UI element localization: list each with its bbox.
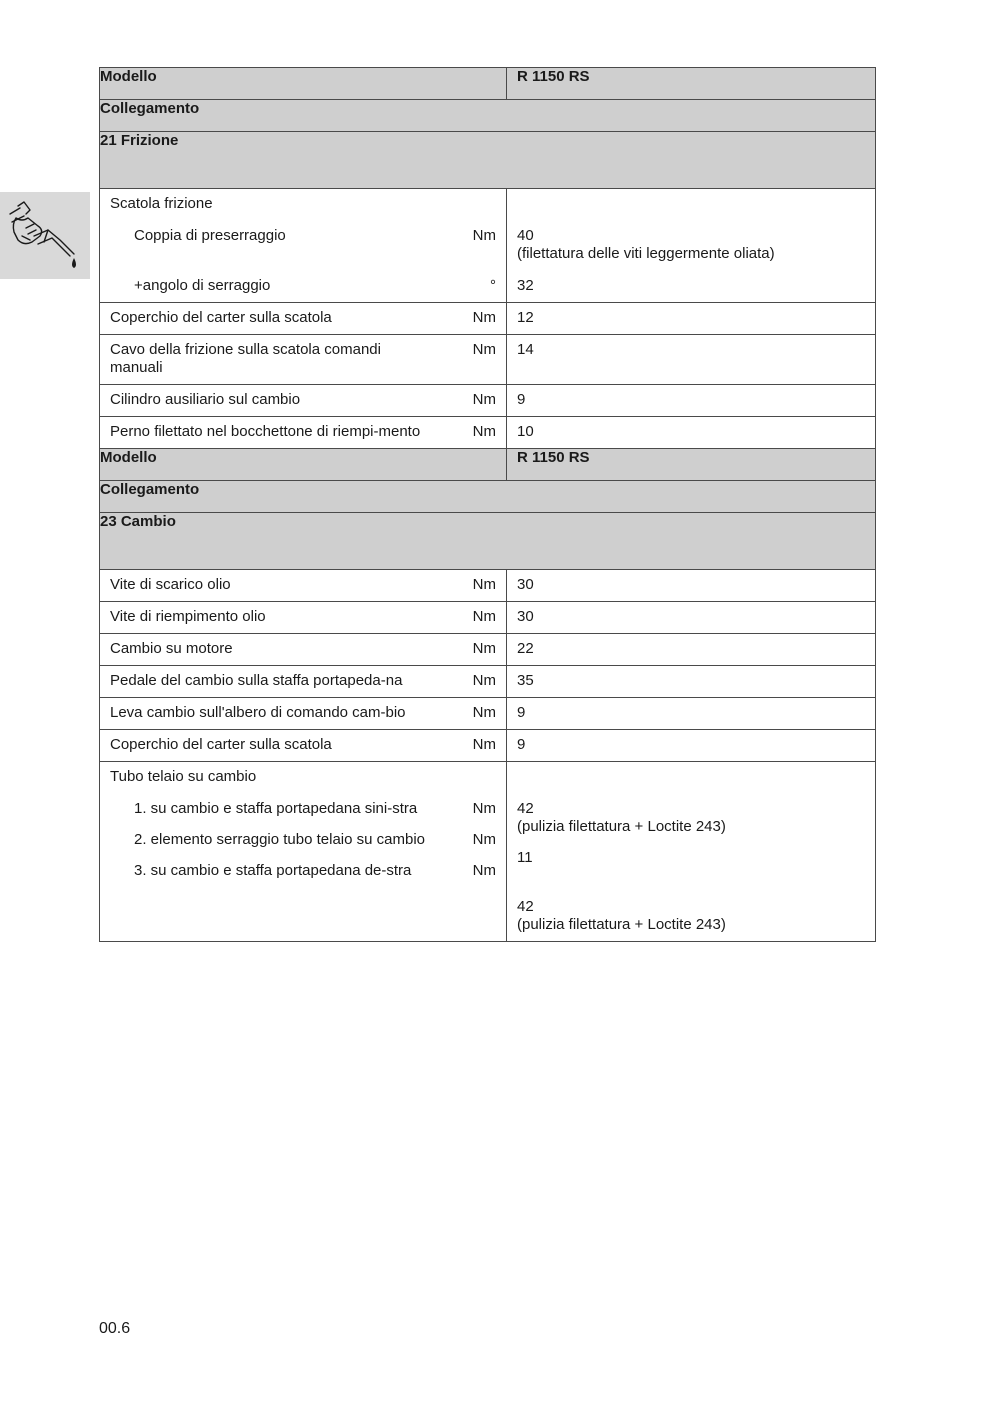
row-label: Coperchio del carter sulla scatola: [110, 736, 332, 753]
row-label: Coperchio del carter sulla scatola: [110, 309, 332, 326]
row-unit: Nm: [472, 704, 496, 721]
connection-label: Collegamento: [100, 481, 876, 513]
row-value: 30: [507, 602, 876, 634]
row-label: Scatola frizione: [110, 195, 213, 212]
row-unit: Nm: [472, 736, 496, 753]
row-sublabel: 1. su cambio e staffa portapedana sini-stra: [134, 800, 418, 817]
row-label: Perno filettato nel bocchettone di riempi-mento: [110, 423, 421, 440]
row-value: 30: [507, 570, 876, 602]
row-note: (pulizia filettatura + Loctite 243): [517, 818, 726, 835]
table-row: [100, 698, 876, 730]
model-label: Modello: [100, 449, 507, 481]
side-tab: [0, 192, 90, 279]
table-row: [100, 417, 876, 449]
row-unit: Nm: [472, 423, 496, 440]
table-row: [100, 666, 876, 698]
row-label: Cavo della frizione sulla scatola comandi manuali: [110, 341, 381, 376]
row-unit: Nm: [472, 309, 496, 326]
table-row: [100, 634, 876, 666]
row-sublabel: Coppia di preserraggio: [134, 227, 286, 244]
row-label: Vite di scarico olio: [110, 576, 231, 593]
table-row: [100, 189, 876, 303]
row-value: 42: [517, 800, 534, 817]
row-value: 42: [517, 898, 534, 915]
table-row: [100, 335, 876, 385]
row-label: Pedale del cambio sulla staffa portapeda-na: [110, 672, 403, 689]
row-value: 10: [507, 417, 876, 449]
row-unit: Nm: [472, 862, 496, 879]
row-value: 9: [507, 730, 876, 762]
row-note: (pulizia filettatura + Loctite 243): [517, 916, 726, 933]
model-value: R 1150 RS: [507, 449, 876, 481]
row-unit: Nm: [472, 640, 496, 657]
connection-header-row: [100, 100, 876, 132]
row-label: Leva cambio sull'albero di comando cam-bio: [110, 704, 406, 721]
row-value: 12: [507, 303, 876, 335]
row-label: Vite di riempimento olio: [110, 608, 266, 625]
row-unit: Nm: [472, 672, 496, 689]
connection-label: Collegamento: [100, 100, 876, 132]
row-value: 14: [507, 335, 876, 385]
table-row: [100, 762, 876, 942]
row-label: Tubo telaio su cambio: [110, 768, 257, 785]
section-title: 21 Frizione: [100, 132, 876, 189]
section-row-frizione: [100, 132, 876, 189]
row-unit: Nm: [472, 831, 496, 848]
row-value: 9: [507, 698, 876, 730]
row-label: Cilindro ausiliario sul cambio: [110, 391, 301, 408]
table-row: [100, 602, 876, 634]
row-unit: Nm: [472, 576, 496, 593]
row-label: Cambio su motore: [110, 640, 233, 657]
section-row-cambio: [100, 513, 876, 570]
model-value: R 1150 RS: [507, 68, 876, 100]
connection-header-row: [100, 481, 876, 513]
table-row: [100, 385, 876, 417]
torque-spec-table: [99, 67, 876, 942]
section-title: 23 Cambio: [100, 513, 876, 570]
row-value: 9: [507, 385, 876, 417]
row-value: 22: [507, 634, 876, 666]
row-unit: Nm: [472, 391, 496, 408]
row-unit: Nm: [472, 800, 496, 817]
hand-oil-can-icon: [4, 196, 88, 276]
row-unit: °: [490, 277, 496, 294]
model-header-row: [100, 68, 876, 100]
table-row: [100, 570, 876, 602]
row-sublabel: 2. elemento serraggio tubo telaio su cambio: [134, 831, 426, 848]
row-sublabel: 3. su cambio e staffa portapedana de-stra: [134, 862, 412, 879]
row-unit: Nm: [472, 341, 496, 358]
row-sublabel: +angolo di serraggio: [134, 277, 271, 294]
row-unit: Nm: [472, 227, 496, 244]
table-row: [100, 730, 876, 762]
row-value: 35: [507, 666, 876, 698]
row-note: (filettatura delle viti leggermente oliata): [517, 245, 775, 262]
row-value: 40: [517, 227, 534, 244]
row-unit: Nm: [472, 608, 496, 625]
row-value: 11: [517, 849, 533, 866]
table-row: [100, 303, 876, 335]
model-label: Modello: [100, 68, 507, 100]
row-value: 32: [517, 277, 534, 294]
model-header-row: [100, 449, 876, 481]
page-number: 00.6: [99, 1320, 131, 1337]
